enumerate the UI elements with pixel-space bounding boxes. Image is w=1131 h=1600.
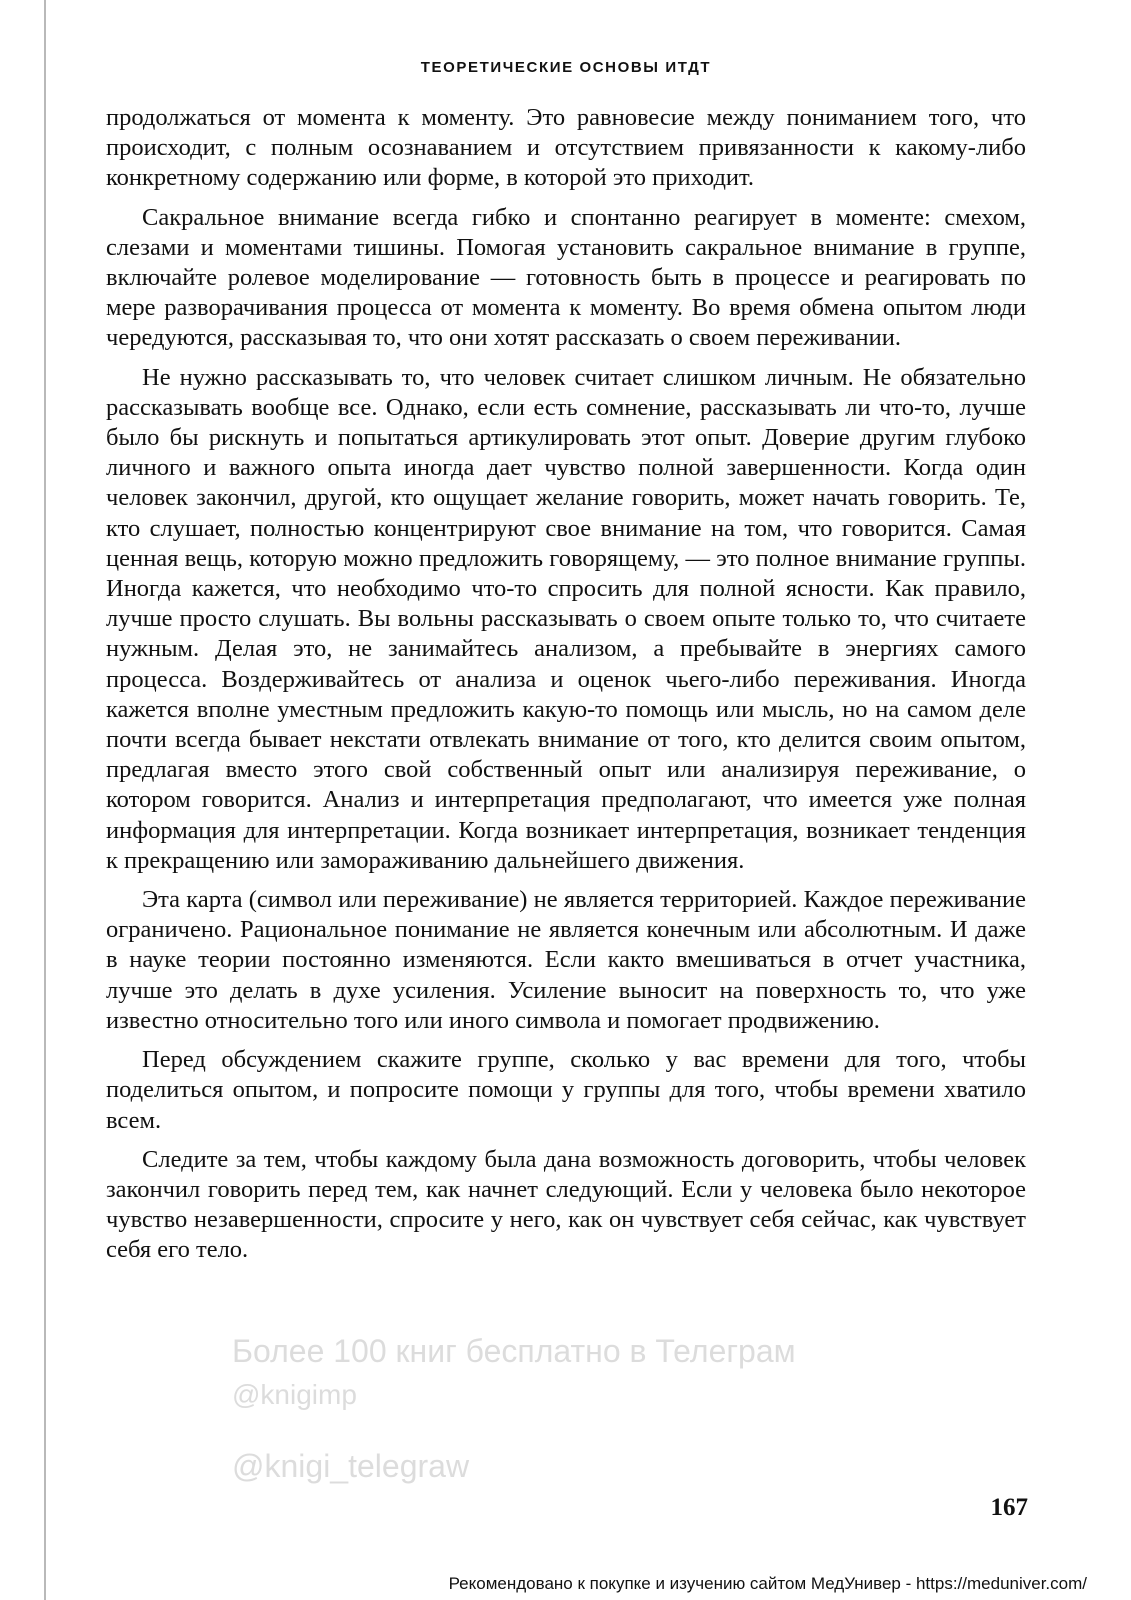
paragraph: Следите за тем, чтобы каждому была дана возможность договорить, чтобы человек закончил говорить перед тем, как начнет следующий. Если у человека было некоторое чувство незавершенности, спросите у него, как он чувствует себя сейчас, как чувствует себя его тело. [106,1145,1026,1264]
paragraph: продолжаться от момента к моменту. Это равновесие между пониманием того, что происходит, с полным осознаванием и отсутствием привязанности к какому-либо конкретному содержанию или форме, в которой это приходит. [106,104,1026,192]
watermark-text: @knigimp [232,1379,357,1410]
running-head: ТЕОРЕТИЧЕСКИЕ ОСНОВЫ ИТДТ [420,59,712,76]
paragraph: Сакральное внимание всегда гибко и спонтанно реагирует в моменте: смехом, слезами и моментами тишины. Помогая установить сакральное внимание в группе, включайте ролевое моделирование — готовность быть в процессе и реагировать по мере разворачивания процесса от момента к моменту. Во время обмена опытом люди чередуются, рассказывая то, что они хотят рассказать о своем переживании. [106,203,1026,352]
paragraph: Перед обсуждением скажите группе, сколько у вас времени для того, чтобы поделиться опытом, и попросите помощи у группы для того, чтобы времени хватило всем. [106,1046,1026,1134]
paragraph: Эта карта (символ или переживание) не является территорией. Каждое переживание ограничено. Рациональное понимание не является конечным или абсолютным. И даже в науке теории постоянно изменяются. Если както вмешиваться в отчет участника, лучше это делать в духе усиления. Усиление выносит на поверхность то, что уже известно относительно того или иного символа и помогает продвижению. [106,886,1026,1034]
page-number: 167 [990,1494,1028,1521]
watermark-text: @knigi_telegraw [232,1448,470,1484]
footer-note: Рекомендовано к покупке и изучению сайтом МедУнивер - https://meduniver.com/ [448,1574,1087,1593]
paragraph: Не нужно рассказывать то, что человек считает слишком личным. Не обязательно рассказывать вообще все. Однако, если есть сомнение, рассказывать ли что-то, лучше было бы рискнуть и попытаться артикулировать этот опыт. Доверие другим глубоко личного и важного опыта иногда дает чувство полной завершенности. Когда один человек закончил, другой, кто ощущает желание говорить, может начать говорить. Те, кто слушает, полностью концентрируют свое внимание на том, что говорится. Самая ценная вещь, которую можно предложить говорящему, — это полное внимание группы. Иногда кажется, что необходимо что-то спросить для полной ясности. Как правило, лучше просто слушать. Вы вольны рассказывать о своем опыте только то, что считаете нужным. Делая это, не занимайтесь анализом, а пребывайте в энергиях самого процесса. Воздерживайтесь от анализа и оценок чьего-либо переживания. Иногда кажется вполне уместным предложить какую-то помощь или мысль, но на самом деле почти всегда бывает некстати отвлекать внимание от того, кто делится своим опытом, предлагая вместо этого свой собственный опыт или анализируя переживание, о котором говорится. Анализ и интерпретация предполагают, что имеется уже полная информация для интерпретации. Когда возникает интерпретация, возникает тенденция к прекращению или замораживанию дальнейшего движения. [106,363,1026,874]
watermark-text: Более 100 книг бесплатно в Телеграм [232,1333,796,1369]
page-edge-rule [44,0,46,1600]
body-text [106,103,1026,1266]
